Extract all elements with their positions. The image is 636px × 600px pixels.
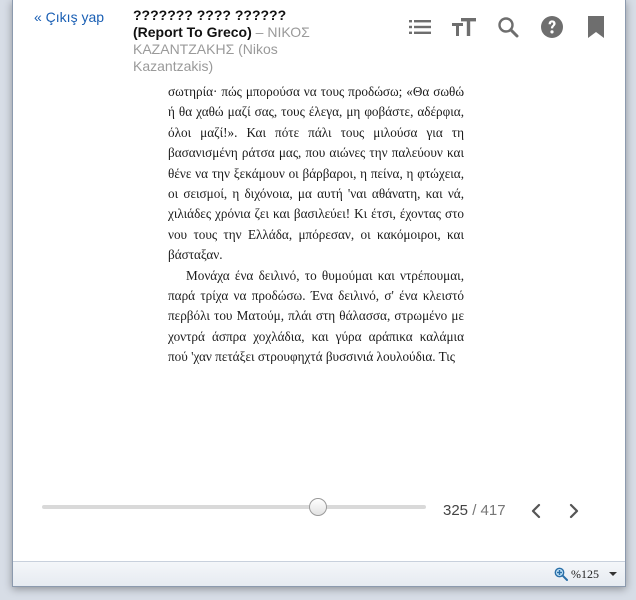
zoom-level: %125 <box>571 566 599 581</box>
text-size-icon <box>452 17 476 37</box>
book-title <box>133 7 348 75</box>
slider-track <box>42 505 426 509</box>
reader-window <box>12 0 626 587</box>
search-button[interactable] <box>493 12 523 42</box>
previous-page-button[interactable] <box>523 498 549 524</box>
page-content <box>168 82 464 368</box>
zoom-control[interactable] <box>554 566 617 582</box>
slider-thumb[interactable] <box>309 498 327 516</box>
page-slider[interactable] <box>42 492 426 522</box>
reader-toolbar <box>391 12 611 42</box>
book-author: ΝΙΚΟΣ ΚΑΖΑΝΤΖΑΚΗΣ (Nikos Kazantzakis) <box>133 24 310 74</box>
status-bar <box>13 561 625 586</box>
search-icon <box>497 16 519 38</box>
dropdown-arrow-icon[interactable] <box>609 571 617 577</box>
chevron-right-icon <box>568 503 580 519</box>
bookmark-button[interactable] <box>581 12 611 42</box>
next-page-button[interactable] <box>561 498 587 524</box>
table-of-contents-button[interactable] <box>405 12 435 42</box>
text-size-button[interactable] <box>449 12 479 42</box>
magnifier-icon <box>554 567 568 581</box>
book-title-main: ??????? ???? ?????? <box>133 7 287 23</box>
exit-link[interactable]: « Çıkış yap <box>34 9 105 25</box>
title-separator: – <box>251 24 268 40</box>
help-button[interactable] <box>537 12 567 42</box>
paragraph: Μονάχα ένα δειλινό, το θυμούμαι και ντρέπουμαι, παρά τρίχα να προδώσω. Ένα δειλινό, σ' ένα κλειστό περβόλι του Ματούμ, πλάι στη θάλασσα, στρωμένο με χοντρά άσπρα χοχλάδια, και γύρα αράπικα καλάμια πού 'χαν πετάξει στρουφηχτά βυσσινιά λουλούδια. Τις <box>168 267 464 365</box>
paragraph: σωτηρία· πώς μπορούσα να τους προδώσω; «Θα σωθώ ή θα χαθώ μαζί σας, τους έλεγα, μη φοβάστε, αδέρφια, όλοι μαζί!». Και πότε πάλι τους μιλούσα για τη βασανισμένη ράτσα μας, που αιώνες την παλεύουν και θένε να την ξεκάμουν οι βάρβαροι, η πείνα, η φτώχεια, οι σεισμοί, η διχόνοια, μα αυτή 'ναι αθάνατη, και νά, χιλιάδες χρόνια ζει και βασιλεύει! Κι έτσι, έχοντας στο νου τους την Ελλάδα, μπόρεσαν, οι κακόμοιροι, και βάσταξαν. <box>168 84 464 263</box>
book-title-english: (Report To Greco) <box>133 24 252 40</box>
list-icon <box>409 18 431 36</box>
current-page: 325 <box>443 502 469 519</box>
page-separator: / <box>468 502 481 519</box>
chevron-left-icon <box>530 503 542 519</box>
total-pages: 417 <box>480 502 506 519</box>
page-counter <box>443 502 506 519</box>
help-icon <box>540 15 564 39</box>
bookmark-icon <box>587 15 605 39</box>
